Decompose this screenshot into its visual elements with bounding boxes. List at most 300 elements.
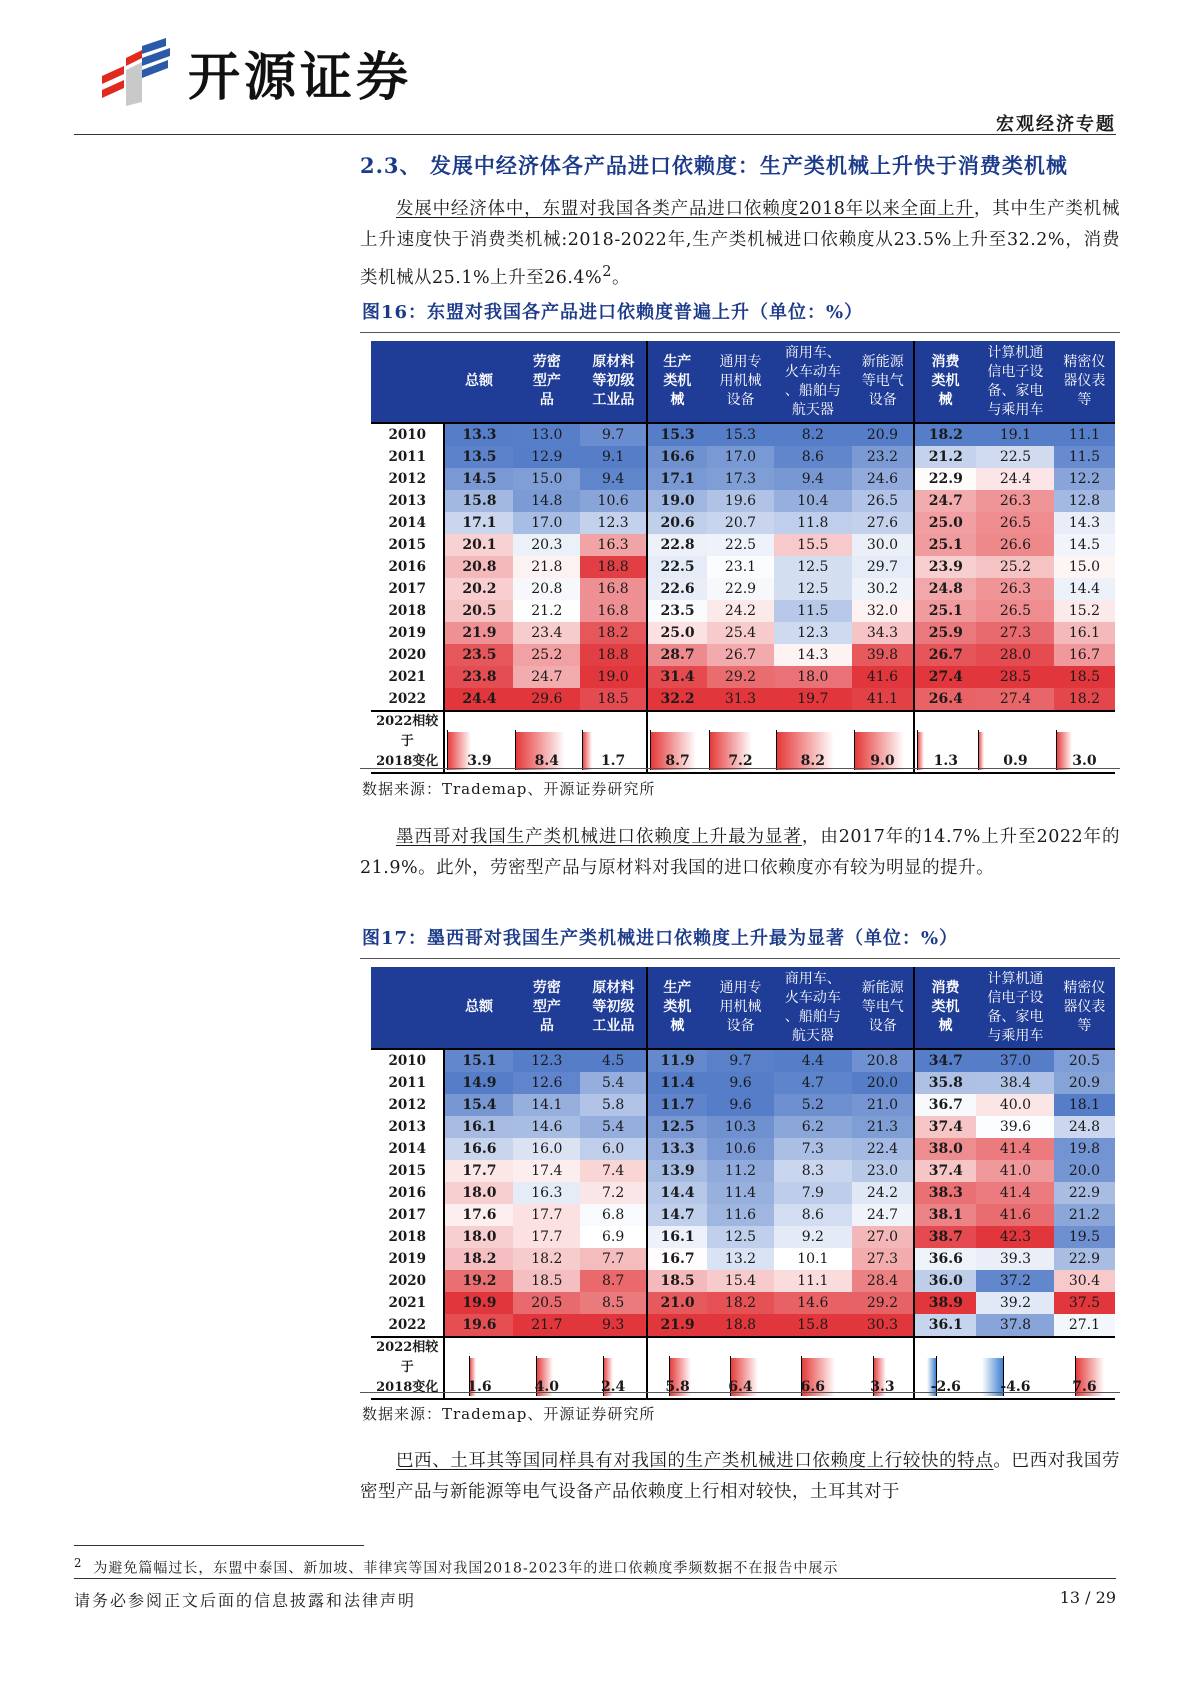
table-row xyxy=(371,512,1115,534)
change-cell xyxy=(647,711,707,773)
value-cell: 21.0 xyxy=(647,1292,707,1314)
value-cell: 27.0 xyxy=(852,1226,914,1248)
value-cell: 15.0 xyxy=(513,468,580,490)
column-header: 劳密 型产 品 xyxy=(513,967,580,1049)
value-cell: 20.8 xyxy=(852,1049,914,1072)
table-row xyxy=(371,1049,1115,1072)
value-cell: 22.6 xyxy=(647,578,707,600)
value-cell: 12.5 xyxy=(707,1226,774,1248)
figure-16-bottom-rule xyxy=(360,768,1120,769)
value-cell: 17.6 xyxy=(444,1204,513,1226)
value-cell: 7.3 xyxy=(774,1138,852,1160)
value-cell: 6.2 xyxy=(774,1116,852,1138)
value-cell: 30.3 xyxy=(852,1314,914,1337)
value-cell: 20.0 xyxy=(1054,1160,1114,1182)
value-cell: 23.1 xyxy=(707,556,774,578)
change-value: 5.8 xyxy=(665,1379,690,1395)
table-corner xyxy=(371,967,444,1049)
value-cell: 22.9 xyxy=(1054,1182,1114,1204)
table-row xyxy=(371,578,1115,600)
column-header: 消费 类机 械 xyxy=(914,341,976,423)
footnote-text: 为避免篇幅过长，东盟中泰国、新加坡、菲律宾等国对我国2018-2023年的进口依赖度季频数据不在报告中展示 xyxy=(93,1560,839,1577)
column-header: 计算机通 信电子设 备、家电 与乘用车 xyxy=(976,341,1054,423)
change-value: 8.7 xyxy=(665,753,690,769)
value-cell: 4.5 xyxy=(580,1049,647,1072)
figure-16-source: 数据来源：Trademap、开源证券研究所 xyxy=(362,780,656,798)
value-cell: 11.9 xyxy=(647,1049,707,1072)
bar-axis xyxy=(709,730,710,770)
value-cell: 15.8 xyxy=(444,490,513,512)
page-number: 13 / 29 xyxy=(1059,1588,1116,1607)
value-cell: 28.5 xyxy=(976,666,1054,688)
paragraph-1-highlight: 发展中经济体中，东盟对我国各类产品进口依赖度2018年以来全面上升 xyxy=(396,199,974,219)
value-cell: 26.6 xyxy=(976,534,1054,556)
value-cell: 27.4 xyxy=(976,688,1054,711)
value-cell: 9.1 xyxy=(580,446,647,468)
table-row xyxy=(371,468,1115,490)
paragraph-3-highlight: 巴西、土耳其等国同样具有对我国的生产类机械进口依赖度上行较快的特点 xyxy=(396,1451,994,1471)
value-cell: 25.1 xyxy=(914,600,976,622)
value-cell: 20.5 xyxy=(1054,1049,1114,1072)
value-cell: 10.6 xyxy=(707,1138,774,1160)
value-cell: 17.1 xyxy=(444,512,513,534)
change-bar xyxy=(582,732,592,770)
value-cell: 32.2 xyxy=(647,688,707,711)
change-cell xyxy=(647,1337,707,1399)
value-cell: 37.8 xyxy=(976,1314,1054,1337)
value-cell: 12.6 xyxy=(513,1072,580,1094)
footnote-divider xyxy=(74,1545,364,1546)
value-cell: 27.1 xyxy=(1054,1314,1114,1337)
value-cell: 14.8 xyxy=(513,490,580,512)
value-cell: 22.5 xyxy=(707,534,774,556)
value-cell: 34.3 xyxy=(852,622,914,644)
value-cell: 14.5 xyxy=(1054,534,1114,556)
value-cell: 18.1 xyxy=(1054,1094,1114,1116)
value-cell: 14.6 xyxy=(774,1292,852,1314)
value-cell: 12.3 xyxy=(774,622,852,644)
column-header: 总额 xyxy=(444,967,513,1049)
bar-axis xyxy=(650,730,651,770)
value-cell: 34.7 xyxy=(914,1049,976,1072)
change-value: 6.6 xyxy=(800,1379,826,1395)
value-cell: 20.0 xyxy=(852,1072,914,1094)
change-bar xyxy=(1056,732,1072,770)
footer-disclaimer: 请务必参阅正文后面的信息披露和法律声明 xyxy=(74,1591,417,1610)
value-cell: 11.6 xyxy=(707,1204,774,1226)
value-cell: 15.8 xyxy=(774,1314,852,1337)
value-cell: 8.7 xyxy=(580,1270,647,1292)
value-cell: 36.7 xyxy=(914,1094,976,1116)
change-value: 1.3 xyxy=(933,753,958,769)
bar-axis xyxy=(447,730,448,770)
value-cell: 20.8 xyxy=(513,578,580,600)
table-row xyxy=(371,1248,1115,1270)
table-row xyxy=(371,666,1115,688)
footnote-number: 2 xyxy=(74,1556,83,1570)
value-cell: 24.4 xyxy=(976,468,1054,490)
value-cell: 11.4 xyxy=(647,1072,707,1094)
value-cell: 6.9 xyxy=(580,1226,647,1248)
value-cell: 30.0 xyxy=(852,534,914,556)
column-header: 计算机通 信电子设 备、家电 与乘用车 xyxy=(976,967,1054,1049)
value-cell: 41.6 xyxy=(976,1204,1054,1226)
value-cell: 14.6 xyxy=(513,1116,580,1138)
change-cell xyxy=(976,711,1054,773)
value-cell: 13.5 xyxy=(444,446,513,468)
value-cell: 29.6 xyxy=(513,688,580,711)
value-cell: 9.3 xyxy=(580,1314,647,1337)
change-value: 8.2 xyxy=(800,753,826,769)
change-cell xyxy=(707,1337,774,1399)
value-cell: 7.4 xyxy=(580,1160,647,1182)
value-cell: 24.2 xyxy=(707,600,774,622)
value-cell: 26.4 xyxy=(914,688,976,711)
value-cell: 18.0 xyxy=(444,1182,513,1204)
table-row xyxy=(371,423,1115,446)
year-label: 2019 xyxy=(371,622,444,644)
value-cell: 15.3 xyxy=(707,423,774,446)
table-row xyxy=(371,534,1115,556)
year-label: 2019 xyxy=(371,1248,444,1270)
year-label: 2021 xyxy=(371,666,444,688)
value-cell: 28.7 xyxy=(647,644,707,666)
value-cell: 19.2 xyxy=(444,1270,513,1292)
value-cell: 11.2 xyxy=(707,1160,774,1182)
value-cell: 16.3 xyxy=(513,1182,580,1204)
change-value: 1.7 xyxy=(600,753,626,769)
table-row xyxy=(371,1182,1115,1204)
change-cell xyxy=(1054,711,1114,773)
column-header: 商用车、 火车动车 、船舶与 航天器 xyxy=(774,967,852,1049)
value-cell: 12.5 xyxy=(774,556,852,578)
value-cell: 23.5 xyxy=(444,644,513,666)
value-cell: 26.3 xyxy=(976,490,1054,512)
value-cell: 28.4 xyxy=(852,1270,914,1292)
value-cell: 16.1 xyxy=(1054,622,1114,644)
value-cell: 17.0 xyxy=(513,512,580,534)
value-cell: 25.2 xyxy=(976,556,1054,578)
value-cell: 8.2 xyxy=(774,423,852,446)
change-cell xyxy=(914,1337,976,1399)
value-cell: 26.7 xyxy=(914,644,976,666)
value-cell: 15.4 xyxy=(444,1094,513,1116)
value-cell: 15.4 xyxy=(707,1270,774,1292)
value-cell: 15.2 xyxy=(1054,600,1114,622)
table-row xyxy=(371,688,1115,711)
change-bar xyxy=(917,732,924,770)
table-row xyxy=(371,490,1115,512)
value-cell: 9.7 xyxy=(707,1049,774,1072)
value-cell: 11.1 xyxy=(1054,423,1114,446)
change-row xyxy=(371,1337,1115,1399)
value-cell: 11.5 xyxy=(1054,446,1114,468)
column-header: 生产 类机 械 xyxy=(647,967,707,1049)
value-cell: 37.4 xyxy=(914,1160,976,1182)
table-row xyxy=(371,622,1115,644)
value-cell: 26.3 xyxy=(976,578,1054,600)
value-cell: 19.6 xyxy=(707,490,774,512)
value-cell: 14.1 xyxy=(513,1094,580,1116)
value-cell: 11.8 xyxy=(774,512,852,534)
value-cell: 14.5 xyxy=(444,468,513,490)
value-cell: 16.6 xyxy=(647,446,707,468)
value-cell: 38.1 xyxy=(914,1204,976,1226)
year-label: 2014 xyxy=(371,1138,444,1160)
value-cell: 20.9 xyxy=(852,423,914,446)
table-row xyxy=(371,1072,1115,1094)
year-label: 2011 xyxy=(371,1072,444,1094)
logo-mark-icon xyxy=(96,36,180,108)
value-cell: 22.9 xyxy=(914,468,976,490)
value-cell: 14.9 xyxy=(444,1072,513,1094)
column-header: 精密仪 器仪表 等 xyxy=(1054,967,1114,1049)
value-cell: 25.9 xyxy=(914,622,976,644)
change-value: 3.3 xyxy=(870,1379,895,1395)
value-cell: 22.5 xyxy=(976,446,1054,468)
year-label: 2022 xyxy=(371,1314,444,1337)
value-cell: 24.2 xyxy=(852,1182,914,1204)
table-row xyxy=(371,1138,1115,1160)
value-cell: 16.7 xyxy=(1054,644,1114,666)
change-value: 3.9 xyxy=(467,753,492,769)
bar-axis xyxy=(854,730,855,770)
value-cell: 41.1 xyxy=(852,688,914,711)
value-cell: 18.5 xyxy=(1054,666,1114,688)
value-cell: 18.2 xyxy=(707,1292,774,1314)
value-cell: 9.6 xyxy=(707,1072,774,1094)
value-cell: 9.4 xyxy=(774,468,852,490)
value-cell: 22.9 xyxy=(707,578,774,600)
value-cell: 38.0 xyxy=(914,1138,976,1160)
table-row xyxy=(371,1116,1115,1138)
value-cell: 19.8 xyxy=(1054,1138,1114,1160)
value-cell: 21.2 xyxy=(513,600,580,622)
value-cell: 11.1 xyxy=(774,1270,852,1292)
value-cell: 31.4 xyxy=(647,666,707,688)
value-cell: 17.0 xyxy=(707,446,774,468)
change-cell xyxy=(513,711,580,773)
year-label: 2016 xyxy=(371,556,444,578)
bar-axis xyxy=(1056,730,1057,770)
column-header: 劳密 型产 品 xyxy=(513,341,580,423)
value-cell: 26.5 xyxy=(976,600,1054,622)
value-cell: 12.3 xyxy=(513,1049,580,1072)
change-cell xyxy=(513,1337,580,1399)
value-cell: 23.4 xyxy=(513,622,580,644)
table-row xyxy=(371,644,1115,666)
value-cell: 18.5 xyxy=(647,1270,707,1292)
bar-axis xyxy=(978,730,979,770)
table-row xyxy=(371,1160,1115,1182)
value-cell: 12.5 xyxy=(647,1116,707,1138)
value-cell: 5.4 xyxy=(580,1072,647,1094)
value-cell: 12.8 xyxy=(1054,490,1114,512)
column-header: 原材料 等初级 工业品 xyxy=(580,341,647,423)
value-cell: 11.5 xyxy=(774,600,852,622)
value-cell: 16.1 xyxy=(647,1226,707,1248)
value-cell: 36.0 xyxy=(914,1270,976,1292)
bar-axis xyxy=(582,730,583,770)
value-cell: 24.8 xyxy=(914,578,976,600)
year-label: 2015 xyxy=(371,1160,444,1182)
value-cell: 13.0 xyxy=(513,423,580,446)
value-cell: 14.7 xyxy=(647,1204,707,1226)
value-cell: 30.4 xyxy=(1054,1270,1114,1292)
value-cell: 18.2 xyxy=(444,1248,513,1270)
value-cell: 23.9 xyxy=(914,556,976,578)
paragraph-3-text: 。巴西对我国劳密型产品与新能源等电气设备产品依赖度上行相对较快，土耳其对于 xyxy=(360,1451,1121,1502)
value-cell: 24.4 xyxy=(444,688,513,711)
section-title: 2.3、 发展中经济体各产品进口依赖度：生产类机械上升快于消费类机械 xyxy=(360,153,1068,178)
value-cell: 14.3 xyxy=(1054,512,1114,534)
value-cell: 6.8 xyxy=(580,1204,647,1226)
table-row xyxy=(371,1270,1115,1292)
value-cell: 38.3 xyxy=(914,1182,976,1204)
value-cell: 21.2 xyxy=(914,446,976,468)
value-cell: 37.5 xyxy=(1054,1292,1114,1314)
column-header: 通用专 用机械 设备 xyxy=(707,967,774,1049)
value-cell: 39.3 xyxy=(976,1248,1054,1270)
value-cell: 17.7 xyxy=(513,1204,580,1226)
change-value: 4.0 xyxy=(534,1379,560,1395)
change-value: 1.6 xyxy=(467,1379,492,1395)
value-cell: 9.2 xyxy=(774,1226,852,1248)
value-cell: 15.5 xyxy=(774,534,852,556)
table-row xyxy=(371,556,1115,578)
value-cell: 19.5 xyxy=(1054,1226,1114,1248)
value-cell: 22.5 xyxy=(647,556,707,578)
year-label: 2016 xyxy=(371,1182,444,1204)
value-cell: 9.4 xyxy=(580,468,647,490)
figure-17-table xyxy=(371,967,1115,1400)
year-label: 2020 xyxy=(371,1270,444,1292)
value-cell: 18.5 xyxy=(580,688,647,711)
value-cell: 22.4 xyxy=(852,1138,914,1160)
value-cell: 38.7 xyxy=(914,1226,976,1248)
value-cell: 39.6 xyxy=(976,1116,1054,1138)
value-cell: 23.2 xyxy=(852,446,914,468)
value-cell: 25.1 xyxy=(914,534,976,556)
value-cell: 9.7 xyxy=(580,423,647,446)
value-cell: 32.0 xyxy=(852,600,914,622)
year-label: 2017 xyxy=(371,578,444,600)
value-cell: 21.8 xyxy=(513,556,580,578)
value-cell: 21.0 xyxy=(852,1094,914,1116)
value-cell: 24.6 xyxy=(852,468,914,490)
column-header: 总额 xyxy=(444,341,513,423)
value-cell: 5.2 xyxy=(774,1094,852,1116)
value-cell: 21.2 xyxy=(1054,1204,1114,1226)
year-label: 2015 xyxy=(371,534,444,556)
value-cell: 7.9 xyxy=(774,1182,852,1204)
figure-16-title: 图16：东盟对我国各产品进口依赖度普遍上升（单位：%） xyxy=(362,302,864,323)
value-cell: 18.8 xyxy=(707,1314,774,1337)
year-label: 2021 xyxy=(371,1292,444,1314)
value-cell: 39.2 xyxy=(976,1292,1054,1314)
value-cell: 30.2 xyxy=(852,578,914,600)
year-label: 2012 xyxy=(371,468,444,490)
value-cell: 7.2 xyxy=(580,1182,647,1204)
change-cell xyxy=(914,711,976,773)
paragraph-2 xyxy=(360,822,1120,884)
column-header: 消费 类机 械 xyxy=(914,967,976,1049)
report-type: 宏观经济专题 xyxy=(996,114,1116,135)
logo-text: 开源证券 xyxy=(188,47,413,108)
value-cell: 18.8 xyxy=(580,644,647,666)
value-cell: 13.3 xyxy=(444,423,513,446)
table-row xyxy=(371,1226,1115,1248)
paragraph-2-highlight: 墨西哥对我国生产类机械进口依赖度上升最为显著 xyxy=(396,827,802,847)
change-value: -4.6 xyxy=(1000,1379,1031,1395)
change-value: 3.0 xyxy=(1072,753,1097,769)
value-cell: 31.3 xyxy=(707,688,774,711)
table-row xyxy=(371,1292,1115,1314)
change-cell xyxy=(580,1337,647,1399)
value-cell: 28.0 xyxy=(976,644,1054,666)
value-cell: 22.8 xyxy=(647,534,707,556)
figure-17-title: 图17：墨西哥对我国生产类机械进口依赖度上升最为显著（单位：%） xyxy=(362,928,959,949)
change-value: 0.9 xyxy=(1003,753,1028,769)
value-cell: 12.3 xyxy=(580,512,647,534)
value-cell: 8.3 xyxy=(774,1160,852,1182)
value-cell: 36.6 xyxy=(914,1248,976,1270)
value-cell: 6.0 xyxy=(580,1138,647,1160)
value-cell: 18.2 xyxy=(580,622,647,644)
value-cell: 20.3 xyxy=(513,534,580,556)
value-cell: 24.7 xyxy=(852,1204,914,1226)
value-cell: 42.3 xyxy=(976,1226,1054,1248)
value-cell: 12.9 xyxy=(513,446,580,468)
year-label: 2013 xyxy=(371,490,444,512)
value-cell: 26.5 xyxy=(852,490,914,512)
value-cell: 25.0 xyxy=(914,512,976,534)
value-cell: 26.5 xyxy=(976,512,1054,534)
value-cell: 21.9 xyxy=(647,1314,707,1337)
value-cell: 23.5 xyxy=(647,600,707,622)
change-value: 7.2 xyxy=(728,753,753,769)
year-label: 2014 xyxy=(371,512,444,534)
value-cell: 15.1 xyxy=(444,1049,513,1072)
change-value: 6.4 xyxy=(728,1379,753,1395)
company-logo xyxy=(96,36,446,108)
value-cell: 35.8 xyxy=(914,1072,976,1094)
bar-axis xyxy=(515,730,516,770)
change-cell xyxy=(444,1337,513,1399)
value-cell: 20.5 xyxy=(444,600,513,622)
value-cell: 23.8 xyxy=(444,666,513,688)
value-cell: 15.0 xyxy=(1054,556,1114,578)
value-cell: 20.8 xyxy=(444,556,513,578)
value-cell: 12.2 xyxy=(1054,468,1114,490)
value-cell: 14.4 xyxy=(1054,578,1114,600)
value-cell: 16.8 xyxy=(580,600,647,622)
value-cell: 41.6 xyxy=(852,666,914,688)
value-cell: 19.7 xyxy=(774,688,852,711)
change-row-label: 2022相较于 2018变化 xyxy=(371,1337,444,1399)
value-cell: 10.3 xyxy=(707,1116,774,1138)
change-cell xyxy=(774,711,852,773)
year-label: 2010 xyxy=(371,1049,444,1072)
value-cell: 16.7 xyxy=(647,1248,707,1270)
value-cell: 19.1 xyxy=(976,423,1054,446)
value-cell: 18.8 xyxy=(580,556,647,578)
year-label: 2022 xyxy=(371,688,444,711)
paragraph-3 xyxy=(360,1446,1120,1508)
change-cell xyxy=(852,711,914,773)
footnote-ref: 2 xyxy=(602,263,612,280)
value-cell: 17.4 xyxy=(513,1160,580,1182)
